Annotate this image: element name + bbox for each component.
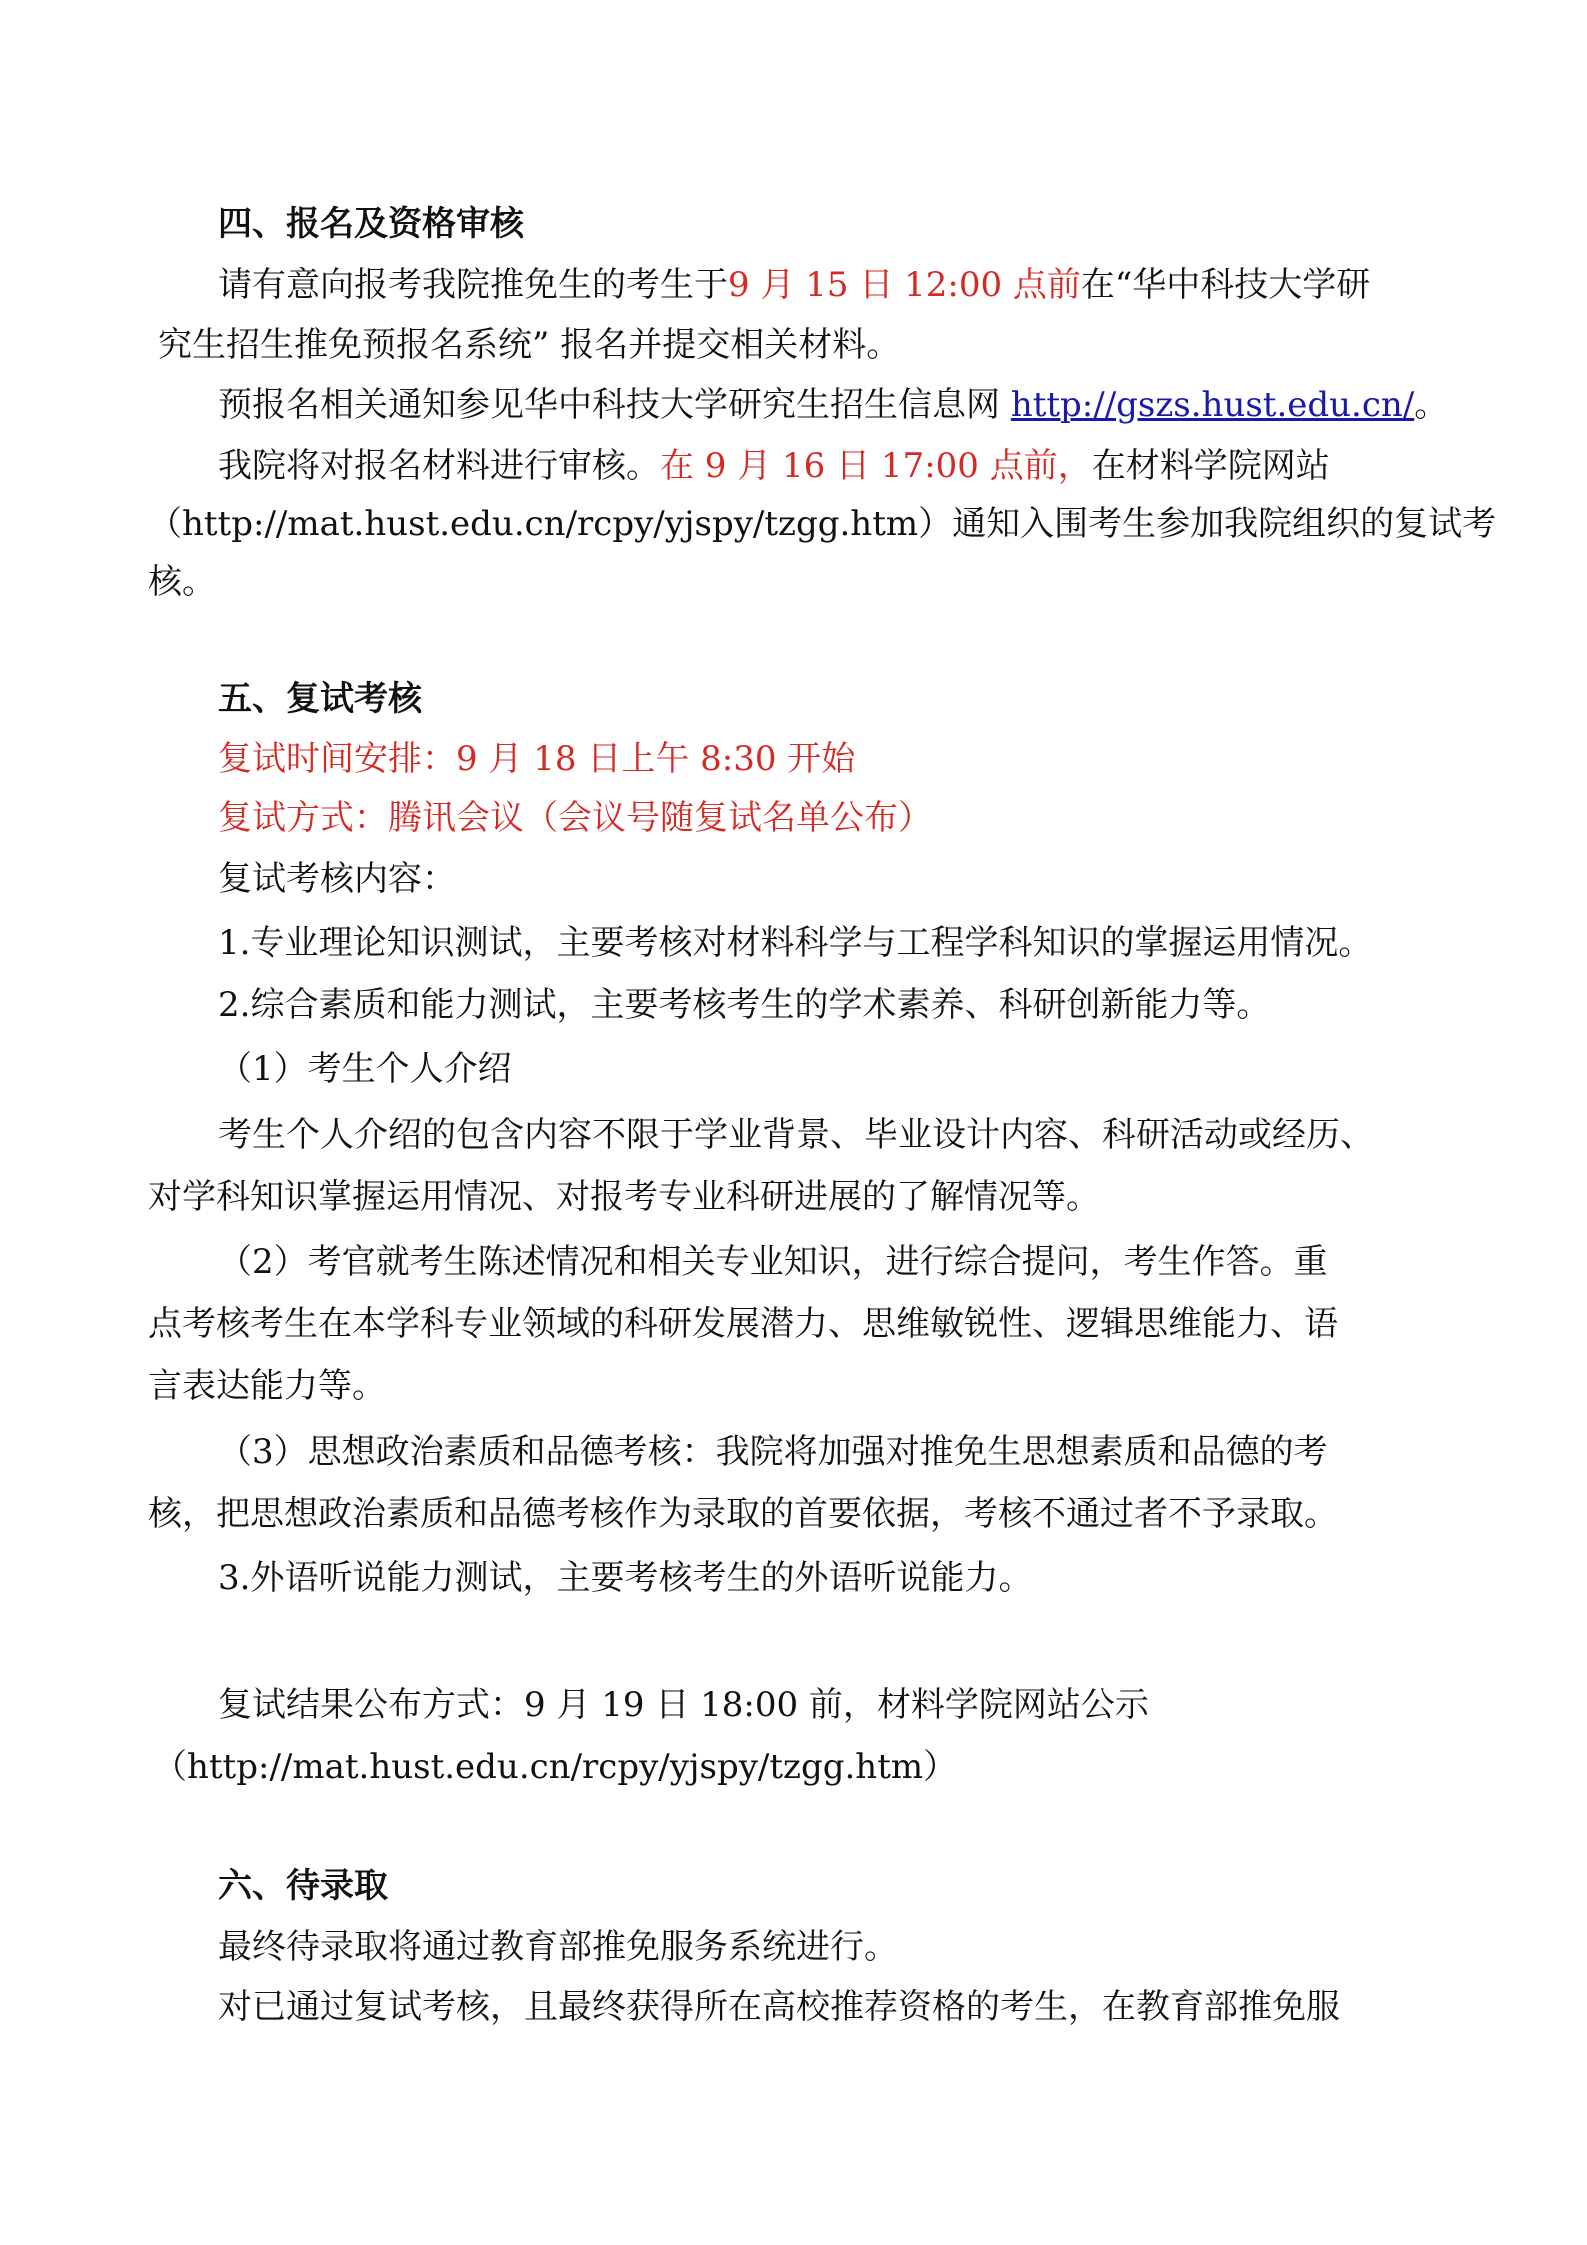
interview-time: 复试时间安排：9 月 18 日上午 8:30 开始 [218, 739, 856, 779]
section-4-paragraph-2 [218, 383, 1468, 427]
interview-content-title: 复试考核内容： [218, 859, 456, 899]
section-6-paragraph-2: 对已通过复试考核，且最终获得所在高校推荐资格的考生，在教育部推免服 [218, 1987, 1340, 2027]
deadline-highlight: 9 月 15 日 12:00 点前 [728, 265, 1081, 305]
text-span: 我院将对报名材料进行审核。 [218, 446, 660, 486]
section-4-paragraph-1-line-1 [218, 263, 1468, 307]
review-deadline-highlight: 在 9 月 16 日 17:00 点前， [660, 446, 1092, 486]
text-span: 请有意向报考我院推免生的考生于 [218, 265, 728, 305]
section-4-paragraph-1-line-2: 究生招生推免预报名系统” 报名并提交相关材料。 [158, 325, 901, 365]
interview-sub-2-line-2: 点考核考生在本学科专业领域的科研发展潜力、思维敏锐性、逻辑思维能力、语 [148, 1304, 1338, 1344]
text-span: 在材料学院网站 [1091, 446, 1330, 486]
gszs-link[interactable]: http://gszs.hust.edu.cn/ [1010, 385, 1415, 425]
section-4-paragraph-3-line-3: 核。 [148, 562, 216, 602]
interview-item-3: 3.外语听说能力测试，主要考核考生的外语听说能力。 [218, 1558, 1033, 1598]
section-6-heading: 六、待录取 [218, 1866, 388, 1906]
section-5-heading: 五、复试考核 [218, 679, 422, 719]
interview-sub-3-line-2: 核，把思想政治素质和品德考核作为录取的首要依据，考核不通过者不予录取。 [148, 1494, 1338, 1534]
text-span: 在“华中科技大学研 [1080, 265, 1371, 305]
section-6-paragraph-1: 最终待录取将通过教育部推免服务系统进行。 [218, 1927, 898, 1967]
interview-method: 复试方式：腾讯会议（会议号随复试名单公布） [218, 798, 932, 838]
section-4-paragraph-3-line-1 [218, 444, 1468, 488]
interview-sub-2-line-1: （2）考官就考生陈述情况和相关专业知识，进行综合提问，考生作答。重 [218, 1242, 1328, 1282]
interview-item-2: 2.综合素质和能力测试，主要考核考生的学术素养、科研创新能力等。 [218, 985, 1271, 1025]
text-span: 。 [1414, 385, 1449, 425]
interview-sub-1-title: （1）考生个人介绍 [218, 1049, 512, 1089]
section-4-paragraph-3-line-2: （http://mat.hust.edu.cn/rcpy/yjspy/tzgg.htm）通知入围考生参加我院组织的复试考 [148, 504, 1497, 544]
interview-sub-1-line-1: 考生个人介绍的包含内容不限于学业背景、毕业设计内容、科研活动或经历、 [218, 1115, 1374, 1155]
interview-sub-1-line-2: 对学科知识掌握运用情况、对报考专业科研进展的了解情况等。 [148, 1177, 1100, 1217]
result-announcement-line-1: 复试结果公布方式：9 月 19 日 18:00 前，材料学院网站公示 [218, 1685, 1149, 1725]
interview-sub-2-line-3: 言表达能力等。 [148, 1366, 386, 1406]
result-announcement-line-2: （http://mat.hust.edu.cn/rcpy/yjspy/tzgg.htm） [153, 1747, 958, 1787]
text-span: 预报名相关通知参见华中科技大学研究生招生信息网 [218, 385, 1011, 425]
interview-item-1: 1.专业理论知识测试，主要考核对材料科学与工程学科知识的掌握运用情况。 [218, 923, 1373, 963]
section-4-heading: 四、报名及资格审核 [218, 204, 524, 244]
interview-sub-3-line-1: （3）思想政治素质和品德考核：我院将加强对推免生思想素质和品德的考 [218, 1432, 1328, 1472]
